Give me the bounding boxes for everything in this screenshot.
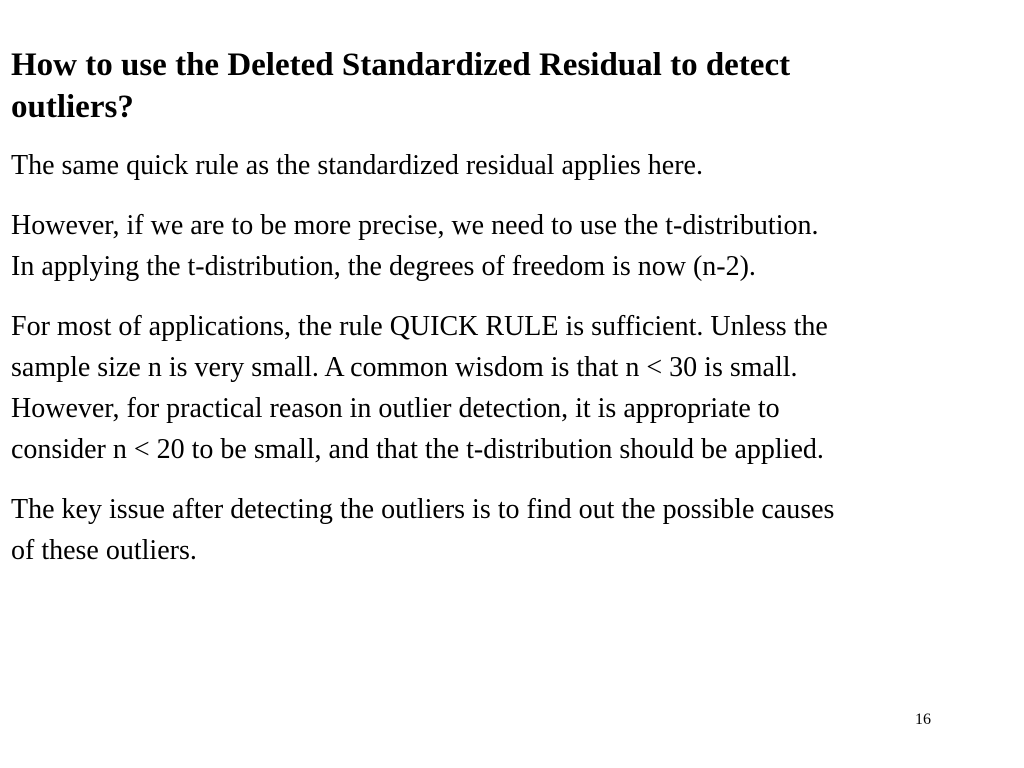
slide-title: How to use the Deleted Standardized Residual to detect outliers? <box>11 47 791 125</box>
slide-content <box>11 44 1019 571</box>
paragraph-sample-size: For most of applications, the rule QUICK RULE is sufficient. Unless the sample size n is very small. A common wisdom is that n < 30 is small. However, for practical reason in outlier detection, it is appropriate to consider n < 20 to be small, and that the t-distribution should be applied. <box>11 311 828 465</box>
paragraph-t-distribution: However, if we are to be more precise, we need to use the t-distribution. In applying the t-distribution, the degrees of freedom is now (n-2). <box>11 210 819 282</box>
paragraph-quick-rule: The same quick rule as the standardized residual applies here. <box>11 150 703 181</box>
page-number: 16 <box>915 711 931 728</box>
paragraph-key-issue: The key issue after detecting the outliers is to find out the possible causes of these outliers. <box>11 494 835 566</box>
